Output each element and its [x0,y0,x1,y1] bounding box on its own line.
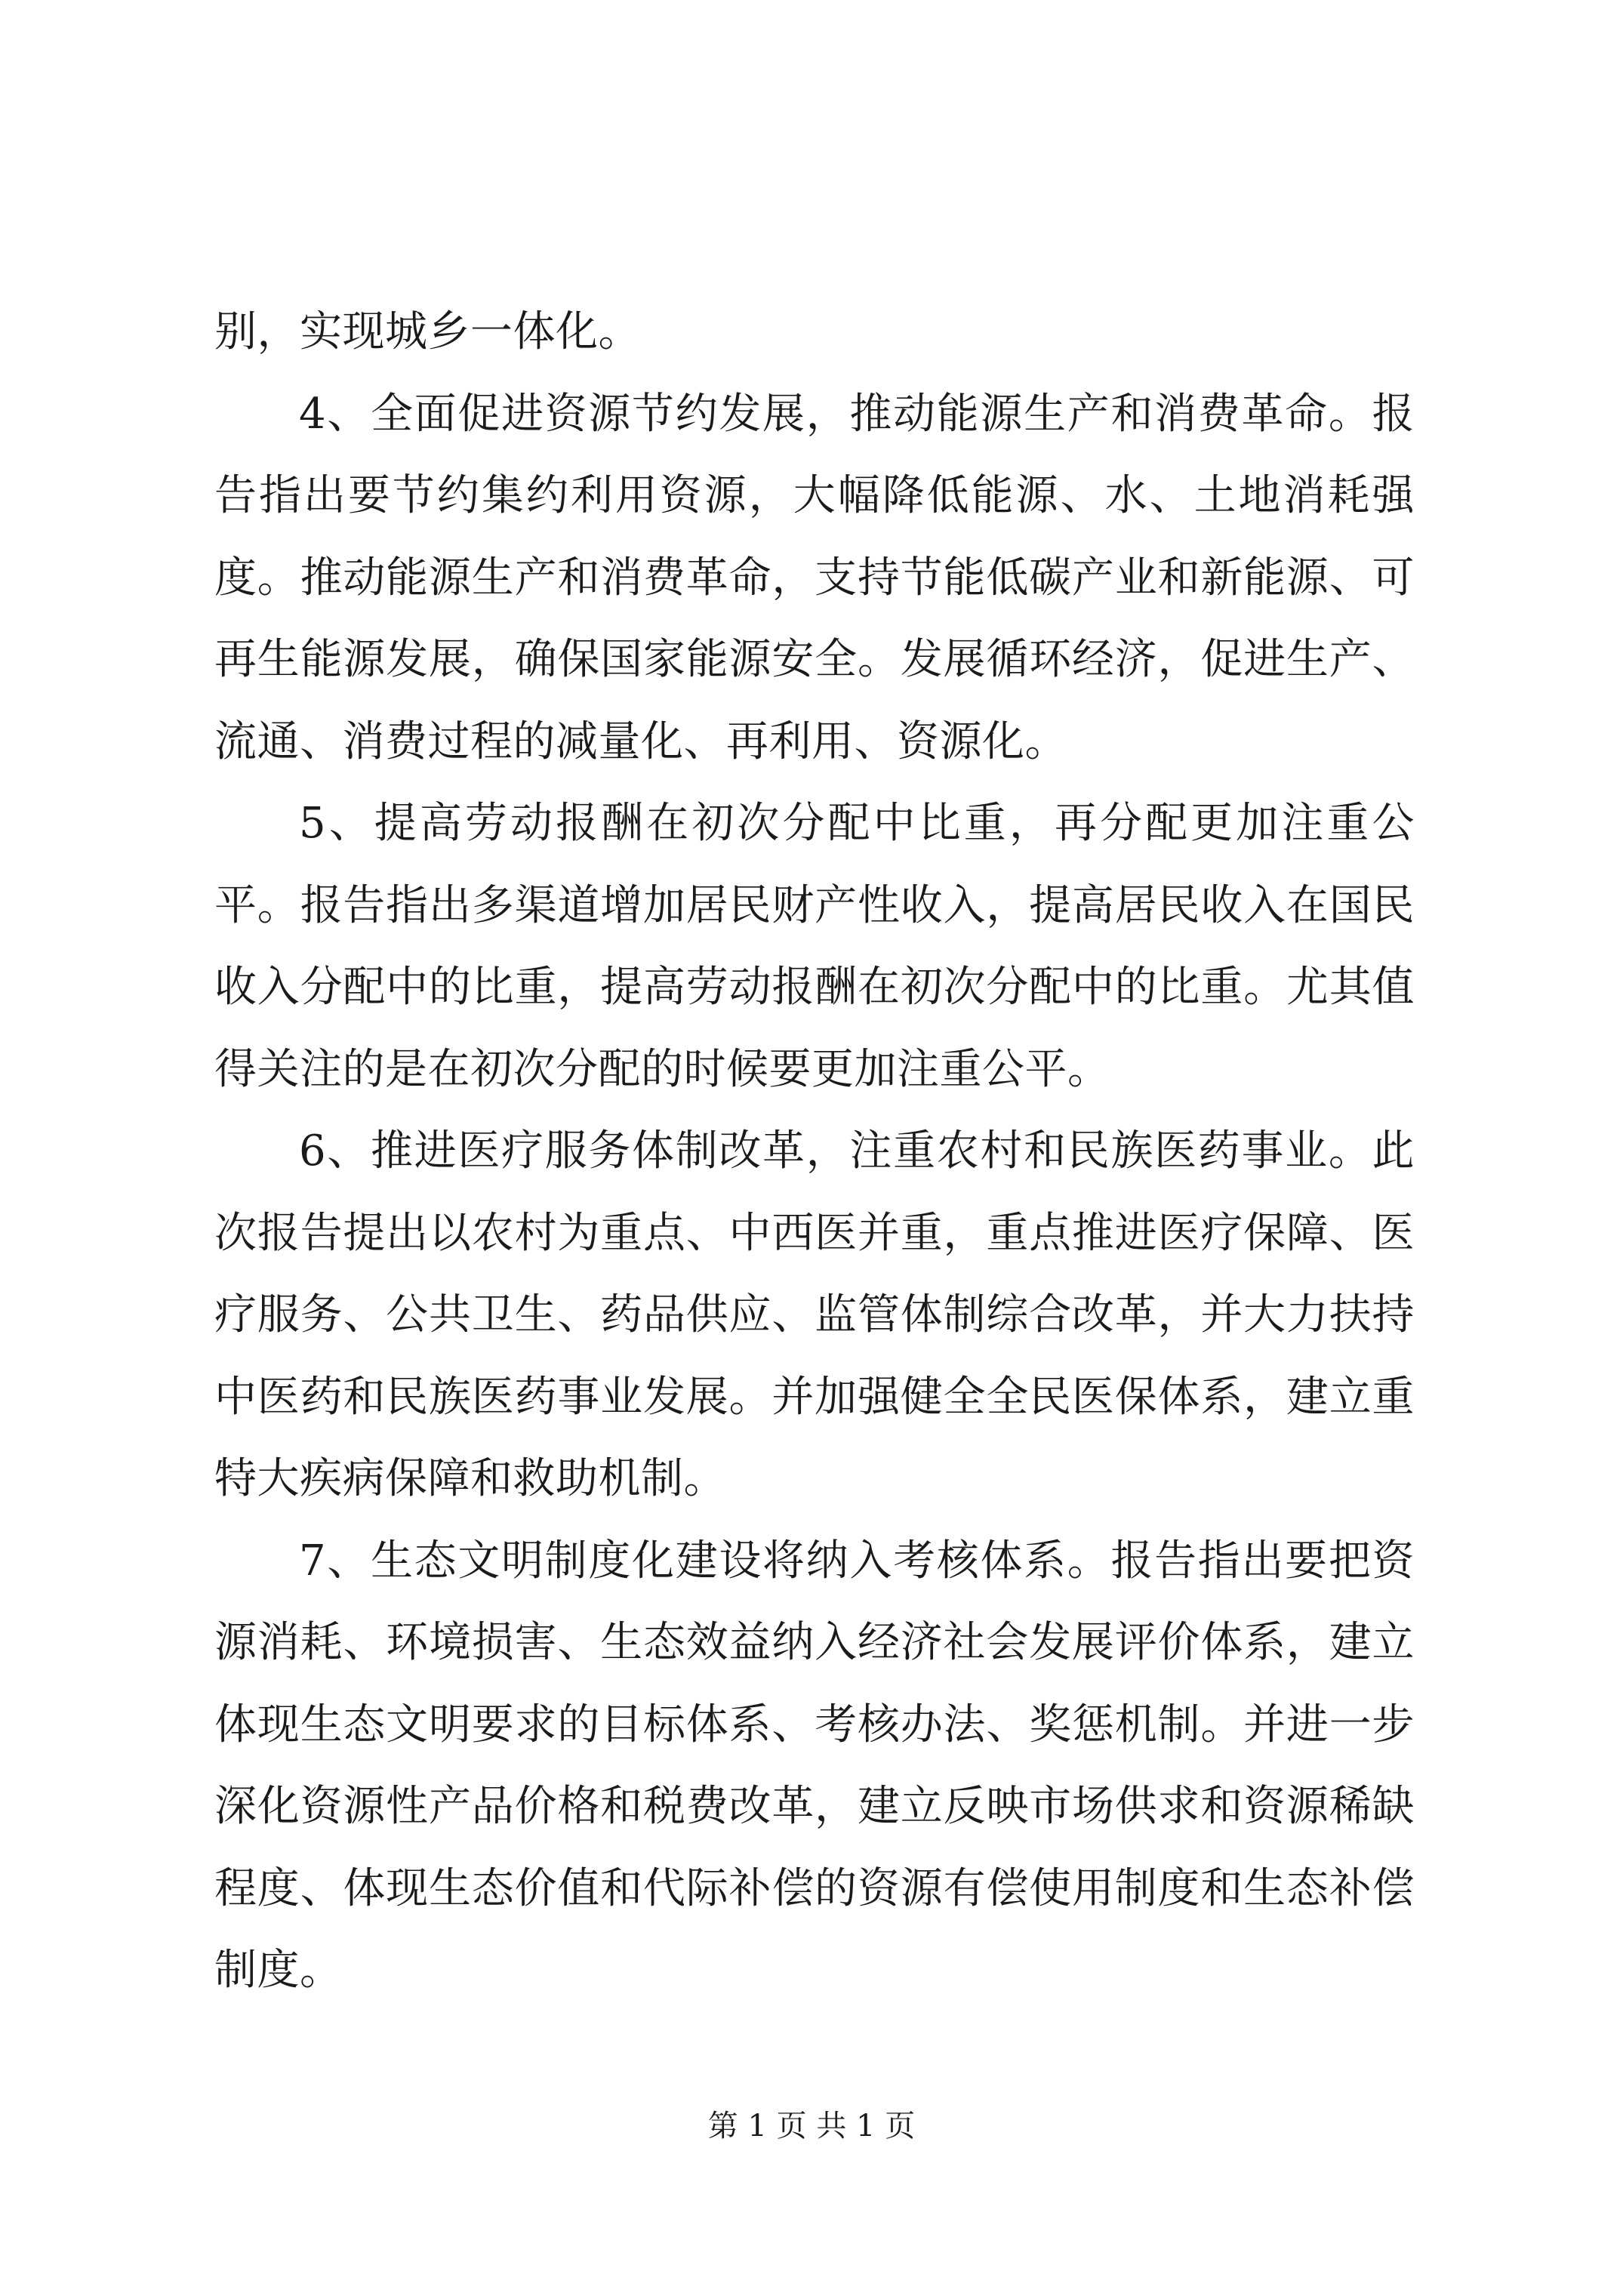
paragraph-item-7: 7、生态文明制度化建设将纳入考核体系。报告指出要把资源消耗、环境损害、生态效益纳入经济社会发展评价体系，建立体现生态文明要求的目标体系、考核办法、奖惩机制。并进一步深化资源性产品价格和税费改革，建立反映市场供求和资源稀缺程度、体现生态价值和代际补偿的资源有偿使用制度和生态补偿制度。 [214,1536,1415,1995]
paragraph-continuation: 别，实现城乡一体化。 [214,307,641,356]
paragraph-item-6: 6、推进医疗服务体制改革，注重农村和民族医药事业。此次报告提出以农村为重点、中西医并重，重点推进医疗保障、医疗服务、公共卫生、药品供应、监管体制综合改革，并大力扶持中医药和民族医药事业发展。并加强健全全民医保体系，建立重特大疾病保障和救助机制。 [214,1126,1415,1503]
page-footer: 第 1 页 共 1 页 [707,2109,916,2143]
document-body [214,291,1415,2012]
paragraph-item-5: 5、提高劳动报酬在初次分配中比重，再分配更加注重公平。报告指出多渠道增加居民财产性收入，提高居民收入在国民收入分配中的比重，提高劳动报酬在初次分配中的比重。尤其值得关注的是在初次分配的时候要更加注重公平。 [214,799,1415,1094]
paragraph-item-4: 4、全面促进资源节约发展，推动能源生产和消费革命。报告指出要节约集约利用资源，大幅降低能源、水、土地消耗强度。推动能源生产和消费革命，支持节能低碳产业和新能源、可再生能源发展，确保国家能源安全。发展循环经济，促进生产、流通、消费过程的减量化、再利用、资源化。 [214,389,1415,766]
